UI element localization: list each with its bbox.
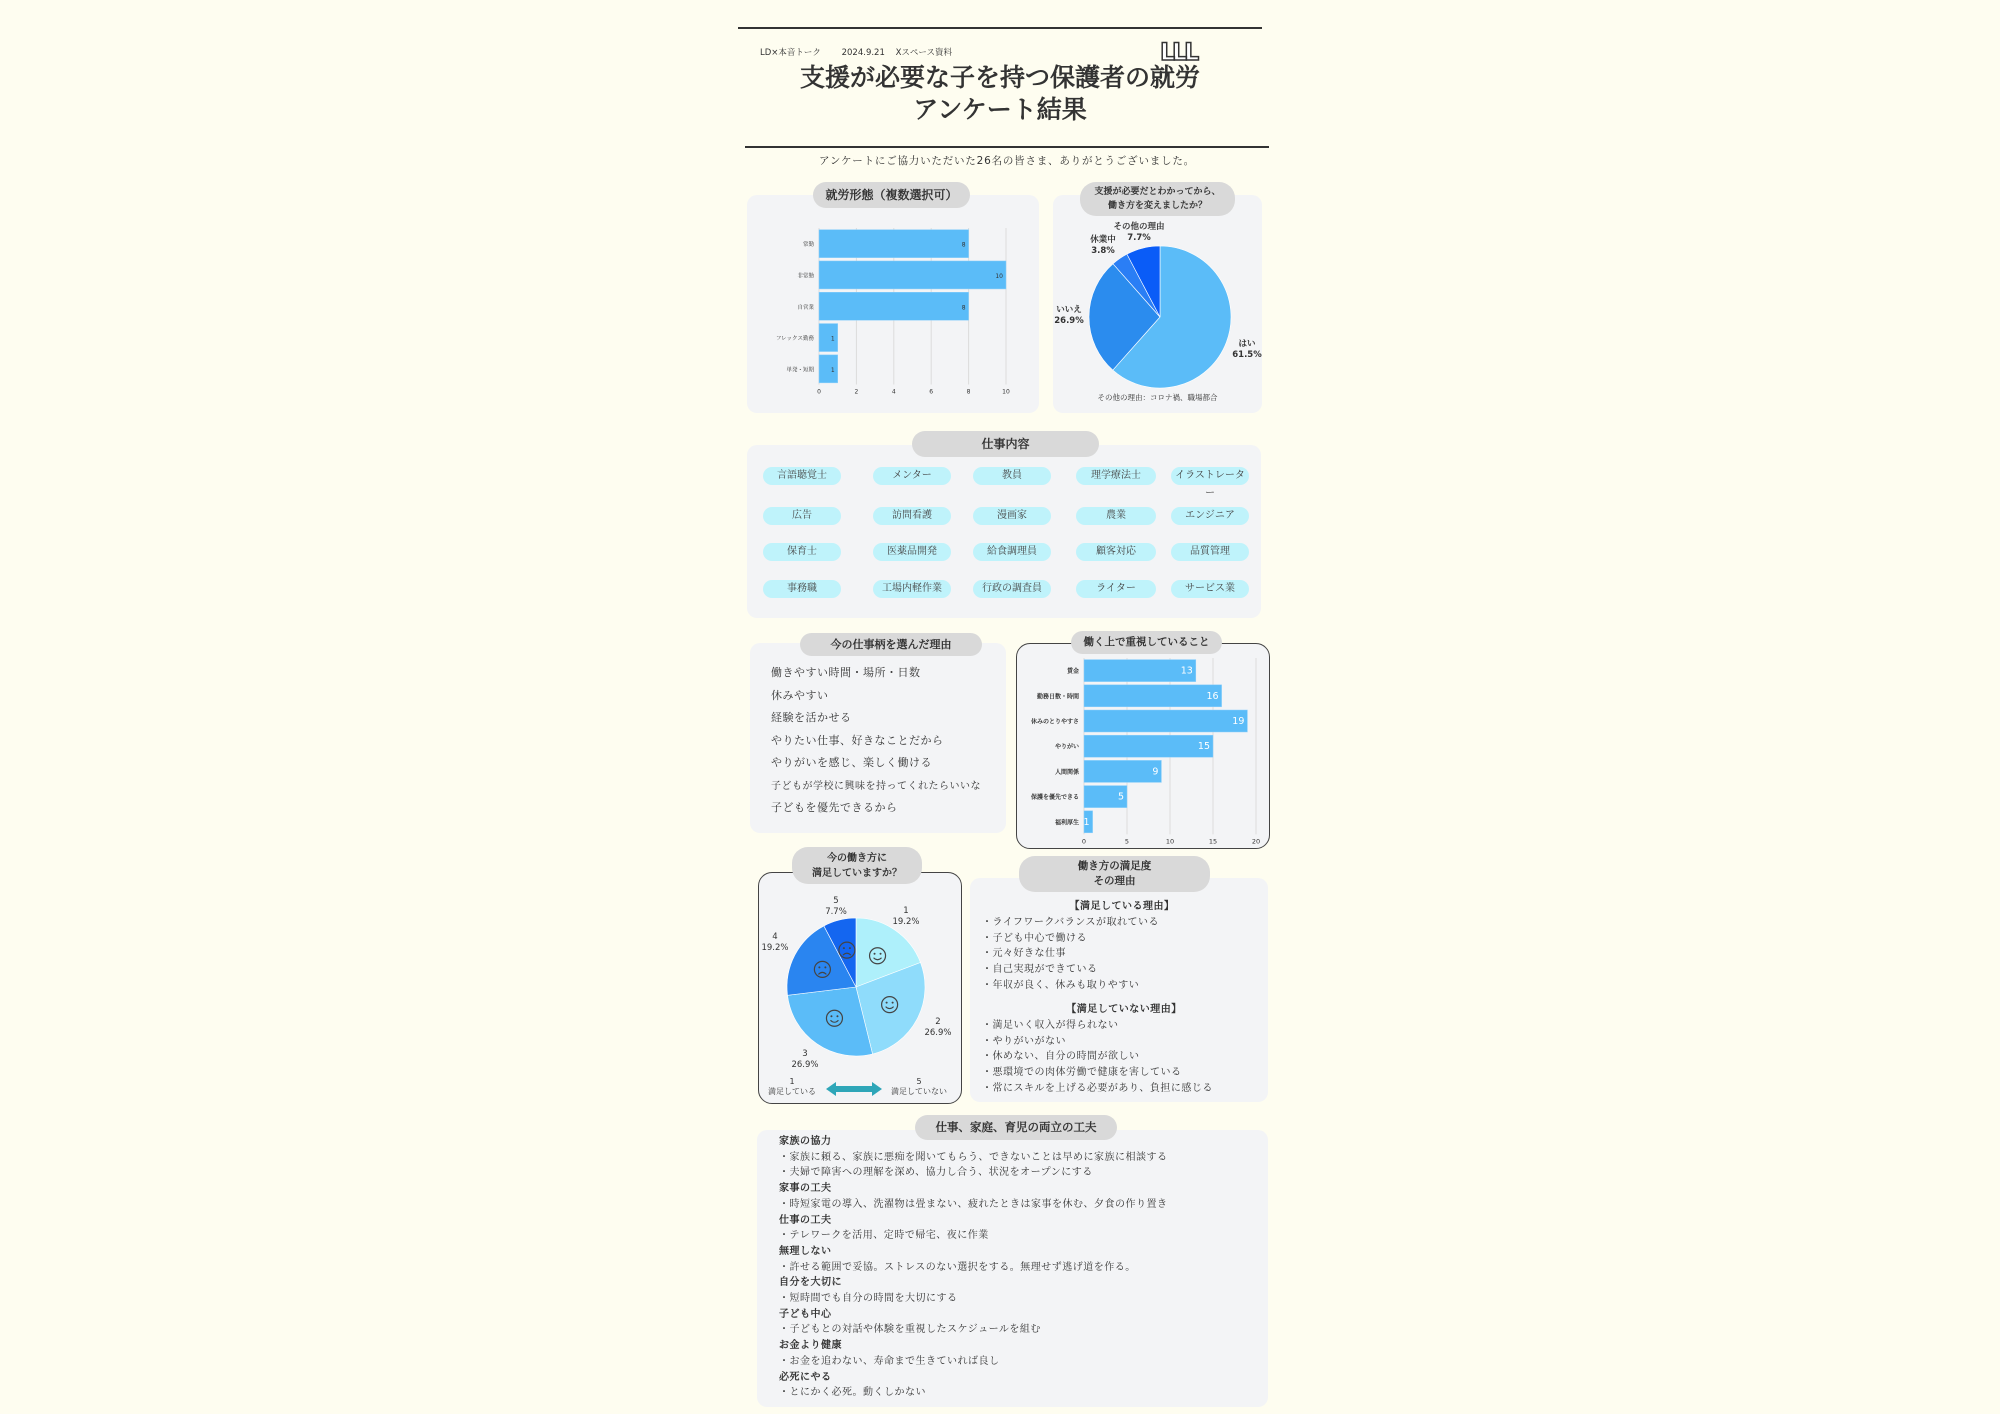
unsatisfied-item: ・やりがいがない [982, 1035, 1066, 1047]
tip-line: ・短時間でも自分の時間を大切にする [779, 1293, 958, 1305]
title-rule [745, 146, 1269, 148]
value-label: 5 [1117, 791, 1124, 803]
job-tag: 訪問看護 [873, 507, 951, 525]
scale-right-label: 満足していない [891, 1087, 947, 1096]
unsatisfied-item: ・常にスキルを上げる必要があり、負担に感じる [982, 1082, 1213, 1094]
x-tick-label: 10 [1165, 837, 1175, 846]
reason-item: 子どもを優先できるから [771, 801, 898, 814]
satisfied-item: ・子ども中心で働ける [982, 932, 1087, 944]
bar [819, 261, 1006, 289]
satisfied-block [982, 899, 1262, 994]
slice-pct: 3.8% [1091, 246, 1115, 256]
category-label: 賃金 [1066, 668, 1079, 676]
x-tick-label: 5 [1124, 837, 1130, 846]
category-label: 福利厚生 [1054, 819, 1079, 827]
jobs-heading [912, 431, 1099, 457]
tip-line: ・時短家電の導入、洗濯物は畳まない、疲れたときは家事を休む、夕食の作り置き [779, 1198, 1168, 1210]
tip-line: ・許せる範囲で妥協。ストレスのない選択をする。無理せず逃げ道を作る。 [779, 1261, 1136, 1273]
value-label: 10 [995, 272, 1003, 280]
slice-label: 5 [833, 896, 839, 906]
reason-item: やりたい仕事、好きなことだから [771, 733, 944, 747]
value-label: 13 [1180, 665, 1193, 677]
category-label: 自営業 [797, 304, 814, 311]
balance-heading-text: 仕事、家庭、育児の両立の工夫 [935, 1120, 1097, 1134]
sat-reasons-heading-line-2: その理由 [1093, 875, 1136, 887]
date-label: 2024.9.21 [841, 48, 885, 58]
satisfied-item: ・元々好きな仕事 [982, 948, 1066, 960]
slice-pct: 26.9% [1054, 316, 1084, 326]
category-label: 休みのとりやすさ [1030, 718, 1079, 726]
value-label: 8 [961, 241, 966, 249]
tip-group-title: 子ども中心 [779, 1308, 832, 1320]
top-rule [738, 27, 1262, 29]
satisfaction-chart [758, 885, 960, 1075]
face-eye-icon [836, 1015, 838, 1017]
job-tag: 漫画家 [973, 507, 1051, 525]
category-label: やりがい [1054, 743, 1079, 751]
category-label: 人間関係 [1054, 768, 1079, 776]
slice-label: はい [1238, 339, 1256, 349]
reason-item: 休みやすい [771, 688, 829, 702]
reasons-list [771, 664, 1006, 822]
satisfaction-heading-line-2: 満足していますか？ [812, 868, 902, 879]
priorities-heading [1071, 631, 1222, 654]
x-tick-label: 15 [1208, 837, 1218, 846]
bar [819, 230, 969, 258]
unsatisfied-block [982, 1002, 1266, 1097]
face-eye-icon [824, 966, 826, 968]
sat-reasons-heading-line-1: 働き方の満足度 [1077, 860, 1152, 872]
slice-pct: 19.2% [761, 943, 789, 953]
bar [1084, 760, 1161, 782]
x-tick-label: 0 [1081, 837, 1087, 846]
page-title [738, 62, 1262, 126]
header-meta [760, 46, 952, 58]
bar [819, 292, 969, 320]
employment-heading-text: 就労形態（複数選択可） [825, 188, 958, 202]
x-tick-label: 4 [891, 388, 896, 396]
face-eye-icon [874, 953, 876, 955]
changed-note: その他の理由：コロナ禍、職場都合 [1097, 393, 1218, 402]
satisfaction-heading [792, 847, 922, 884]
job-tag: エンジニア [1171, 507, 1249, 525]
material-label: Xスペース資料 [895, 48, 952, 58]
slice-label: 2 [935, 1017, 941, 1027]
slice-pct: 26.9% [791, 1060, 819, 1070]
tip-line: ・お金を追わない、寿命まで生きていれば良し [779, 1355, 1000, 1367]
bar [819, 324, 838, 352]
tip-group-title: 家族の協力 [779, 1136, 832, 1147]
employment-heading [813, 182, 970, 208]
title-line-2: アンケート結果 [913, 95, 1087, 124]
slice-label: 4 [772, 932, 778, 942]
reason-item: やりがいを感じ、楽しく働ける [771, 756, 932, 769]
x-tick-label: 2 [854, 388, 859, 396]
changed-heading-line-2: 働き方を変えましたか？ [1107, 201, 1207, 211]
face-eye-icon [843, 947, 845, 949]
reasons-heading [800, 633, 982, 656]
slice-pct: 7.7% [1127, 233, 1151, 243]
reason-item: 子どもが学校に興味を持ってくれたらいいな [771, 780, 981, 792]
bar [1084, 735, 1213, 757]
tip-line: ・夫婦で障害への理解を深め、協力し合う、状況をオープンにする [779, 1167, 1093, 1179]
source-label: LD×本音トーク [760, 48, 821, 58]
x-tick-label: 6 [929, 388, 934, 396]
tip-line: ・子どもとの対話や体験を重視したスケジュールを組む [779, 1324, 1041, 1336]
x-tick-label: 20 [1251, 837, 1261, 846]
satisfied-item: ・ライフワークバランスが取れている [982, 916, 1159, 928]
scale-left [762, 1077, 822, 1097]
slice-label: いいえ [1056, 305, 1082, 315]
value-label: 19 [1232, 716, 1245, 727]
value-label: 1 [830, 335, 835, 343]
slice-label: 1 [903, 906, 909, 916]
tip-line: ・家族に頼る、家族に悪痴を聞いてもらう、できないことは早めに家族に相談する [779, 1151, 1168, 1163]
job-tag: 工場内軽作業 [873, 580, 951, 598]
tip-group-title: 家事の工夫 [779, 1183, 832, 1195]
face-eye-icon [892, 1002, 894, 1004]
scale-right [880, 1077, 958, 1097]
satisfied-item: ・自己実現ができている [982, 964, 1098, 976]
slice-pct: 19.2% [892, 917, 920, 927]
tip-group-title: 無理しない [779, 1245, 832, 1257]
employment-chart [747, 212, 1039, 408]
x-tick-label: 0 [817, 388, 821, 396]
job-tag: 保育士 [763, 543, 841, 561]
job-tag: サービス業 [1171, 580, 1249, 598]
tip-line: ・テレワークを活用、定時で帰宅、夜に作業 [779, 1230, 989, 1242]
slice-label: 3 [802, 1049, 808, 1059]
jobs-heading-text: 仕事内容 [981, 437, 1030, 451]
double-arrow-icon [826, 1081, 882, 1097]
unsatisfied-title: 【満足していない理由】 [1066, 1004, 1182, 1015]
value-label: 1 [830, 366, 835, 374]
job-tag: 行政の調査員 [973, 580, 1051, 598]
reasons-heading-text: 今の仕事柄を選んだ理由 [830, 638, 952, 651]
face-eye-icon [818, 966, 820, 968]
job-tag: 広告 [763, 507, 841, 525]
tip-group-title: 必死にやる [779, 1371, 832, 1383]
job-tag: 言語聴覚士 [763, 467, 841, 485]
changed-heading [1080, 182, 1235, 216]
priorities-chart [1016, 655, 1270, 847]
tip-group-title: お金より健康 [779, 1340, 842, 1352]
job-tag: イラストレーター [1171, 467, 1249, 485]
face-eye-icon [880, 953, 882, 955]
slice-pct: 26.9% [924, 1028, 952, 1038]
value-label: 8 [961, 304, 966, 312]
unsatisfied-item: ・悪環境での肉体労働で健康を害している [982, 1067, 1182, 1079]
balance-list [779, 1134, 1264, 1401]
scale-left-label: 満足している [768, 1087, 816, 1096]
bar [1084, 660, 1196, 682]
category-label: 非常勤 [797, 273, 814, 280]
unsatisfied-item: ・休めない、自分の時間が欲しい [982, 1051, 1140, 1063]
scale-left-num: 1 [789, 1077, 795, 1086]
value-label: 16 [1206, 690, 1219, 702]
job-tag: メンター [873, 467, 951, 485]
job-tag: 事務職 [763, 580, 841, 598]
slice-pct: 61.5% [1232, 350, 1262, 360]
job-tag: 品質管理 [1171, 543, 1249, 561]
face-eye-icon [886, 1002, 888, 1004]
bar [819, 355, 838, 383]
tip-group-title: 仕事の工夫 [779, 1214, 832, 1226]
category-label: 常勤 [802, 242, 814, 249]
logo-text: ᒪᒪᒪ [1160, 38, 1197, 66]
unsatisfied-item: ・満足いく収入が得られない [982, 1019, 1119, 1031]
value-label: 15 [1197, 741, 1210, 753]
satisfied-item: ・年収が良く、休みも取りやすい [982, 979, 1140, 991]
face-eye-icon [849, 947, 851, 949]
sat-reasons-heading [1019, 856, 1210, 892]
title-line-1: 支援が必要な子を持つ保護者の就労 [799, 63, 1200, 92]
tip-group-title: 自分を大切に [779, 1277, 842, 1289]
thanks-text: アンケートにご協力いただいた26名の皆さま、ありがとうございました。 [819, 155, 1195, 167]
reason-item: 経験を活かせる [771, 711, 852, 724]
category-label: フレックス勤務 [775, 336, 814, 343]
value-label: 1 [1083, 816, 1090, 828]
reason-item: 働きやすい時間・場所・日数 [771, 666, 921, 679]
job-tag: 医薬品開発 [873, 543, 951, 561]
slice-pct: 7.7% [825, 907, 847, 917]
bar [1084, 685, 1222, 707]
job-tag: 理学療法士 [1076, 467, 1156, 485]
scale-right-num: 5 [916, 1077, 922, 1086]
priorities-heading-text: 働く上で重視していること [1083, 636, 1210, 648]
face-eye-icon [830, 1015, 832, 1017]
slice-label: 休業中 [1090, 235, 1116, 245]
x-tick-label: 10 [1002, 388, 1010, 396]
category-label: 単発・短期 [786, 367, 814, 374]
changed-chart [1053, 212, 1262, 398]
value-label: 9 [1152, 766, 1159, 778]
category-label: 勤務日数・時間 [1036, 693, 1079, 701]
job-tag: 農業 [1076, 507, 1156, 525]
slice-label: その他の理由 [1113, 222, 1165, 232]
job-tag: 顧客対応 [1076, 543, 1156, 561]
x-tick-label: 8 [966, 388, 971, 396]
satisfied-title: 【満足している理由】 [1069, 901, 1175, 912]
category-label: 保護を優先できる [1030, 794, 1079, 802]
satisfaction-heading-line-1: 今の働き方に [827, 853, 887, 864]
bar [1084, 710, 1247, 732]
tip-line: ・とにかく必死。動くしかない [779, 1387, 926, 1399]
job-tag: ライター [1076, 580, 1156, 598]
job-tag: 給食調理員 [973, 543, 1051, 561]
changed-heading-line-1: 支援が必要だとわかってから、 [1094, 187, 1221, 197]
job-tag: 教員 [973, 467, 1051, 485]
